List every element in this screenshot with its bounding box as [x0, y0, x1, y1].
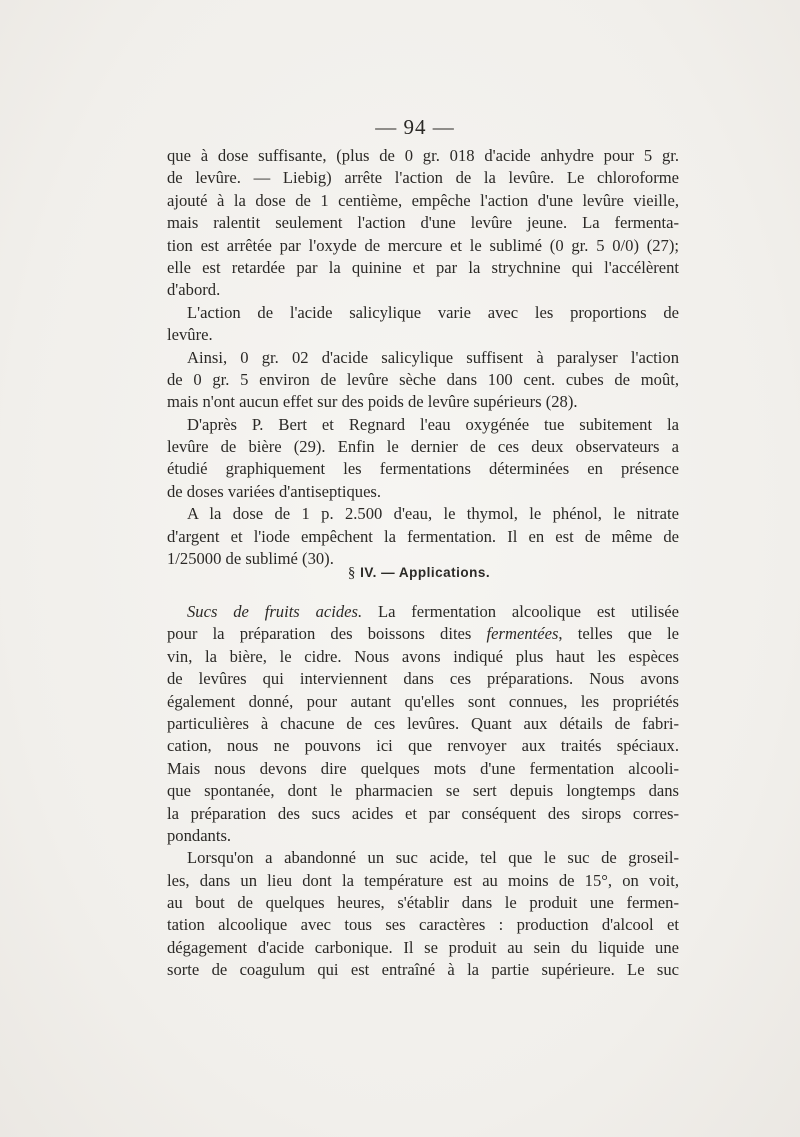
text-line: tation alcoolique avec tous ses caractères : production d'alcool et — [167, 915, 679, 935]
paragraph — [167, 847, 679, 981]
text-line: de doses variées d'antiseptiques. — [167, 481, 382, 501]
text-line: les, dans un lieu dont la température est au moins de 15°, on voit, — [167, 870, 679, 890]
text-line: Lorsqu'on a abandonné un suc acide, tel que le suc de groseil- — [187, 848, 679, 868]
text-line: également donné, pour autant qu'elles sont connues, les propriétés — [167, 691, 679, 711]
paragraph — [167, 414, 679, 504]
section-heading-label: IV. — Applications. — [360, 565, 491, 580]
text-line: de levûre. — Liebig) arrête l'action de la levûre. Le chloroforme — [167, 168, 679, 188]
paragraph — [167, 145, 679, 302]
text-line: tion est arrêtée par l'oxyde de mercure et le sublimé (0 gr. 5 0/0) (27); — [167, 235, 679, 255]
italic-term: fermentées — [486, 624, 559, 644]
text-run: , telles que le — [558, 624, 679, 644]
text-line: vin, la bière, le cidre. Nous avons indiqué plus haut les espèces — [167, 646, 679, 666]
text-line: cation, nous ne pouvons ici que renvoyer aux traités spéciaux. — [167, 736, 679, 756]
text-line: elle est retardée par la quinine et par la strychnine qui l'accélèrent — [167, 257, 679, 277]
text-line: de levûres qui interviennent dans ces préparations. Nous avons — [167, 669, 679, 689]
text-line: que à dose suffisante, (plus de 0 gr. 018 d'acide anhydre pour 5 gr. — [167, 146, 679, 165]
text-line: levûre. — [167, 325, 213, 345]
text-run: La fermentation alcoolique est utilisée — [362, 602, 680, 621]
text-run: pour la préparation des boissons dites — [167, 624, 487, 644]
text-line: au bout de quelques heures, s'établir dans le produit une fermen- — [167, 893, 679, 913]
page-number: — 94 — — [375, 115, 455, 139]
text-line: Ainsi, 0 gr. 02 d'acide salicylique suffisent à paralyser l'action — [187, 347, 679, 367]
text-line: la préparation des sucs acides et par conséquent des sirops corres- — [167, 803, 679, 823]
text-line: dégagement d'acide carbonique. Il se produit au sein du liquide une — [167, 937, 679, 957]
text-line: de 0 gr. 5 environ de levûre sèche dans 100 cent. cubes de moût, — [167, 369, 679, 389]
paragraph — [167, 302, 679, 347]
text-line: 1/25000 de sublimé (30). — [167, 549, 334, 569]
text-line: d'argent et l'iode empêchent la fermentation. Il en est de même de — [167, 526, 679, 546]
text-line: d'abord. — [167, 280, 221, 300]
text-line: que spontanée, dont le pharmacien se sert depuis longtemps dans — [167, 781, 679, 801]
text-line: A la dose de 1 p. 2.500 d'eau, le thymol, le phénol, le nitrate — [187, 504, 679, 524]
text-block-upper — [167, 145, 679, 570]
paragraph — [167, 503, 679, 570]
text-block-lower — [167, 601, 679, 982]
text-line: sorte de coagulum qui est entraîné à la partie supérieure. Le suc — [167, 960, 679, 980]
text-line: levûre de bière (29). Enfin le dernier de ces deux observateurs a — [167, 437, 679, 457]
text-line — [167, 623, 679, 645]
section-heading — [0, 565, 800, 582]
text-line: mais n'ont aucun effet sur des poids de levûre supérieurs (28). — [167, 392, 578, 412]
section-symbol: § — [347, 565, 356, 581]
text-line: mais ralentit seulement l'action d'une levûre jeune. La fermenta- — [167, 213, 679, 233]
italic-heading: Sucs de fruits acides. — [187, 602, 363, 621]
text-line: ajouté à la dose de 1 centième, empêche l'action d'une levûre vieille, — [167, 190, 679, 210]
text-line: pondants. — [167, 825, 232, 845]
text-line: L'action de l'acide salicylique varie avec les proportions de — [187, 302, 679, 322]
text-line — [167, 601, 679, 623]
paragraph — [167, 347, 679, 414]
text-line: Mais nous devons dire quelques mots d'une fermentation alcooli- — [167, 758, 679, 778]
text-line: D'après P. Bert et Regnard l'eau oxygénée tue subitement la — [187, 414, 679, 434]
paragraph — [167, 601, 679, 847]
text-line: particulières à chacune de ces levûres. Quant aux détails de fabri- — [167, 713, 679, 733]
text-line: étudié graphiquement les fermentations déterminées en présence — [167, 459, 679, 479]
